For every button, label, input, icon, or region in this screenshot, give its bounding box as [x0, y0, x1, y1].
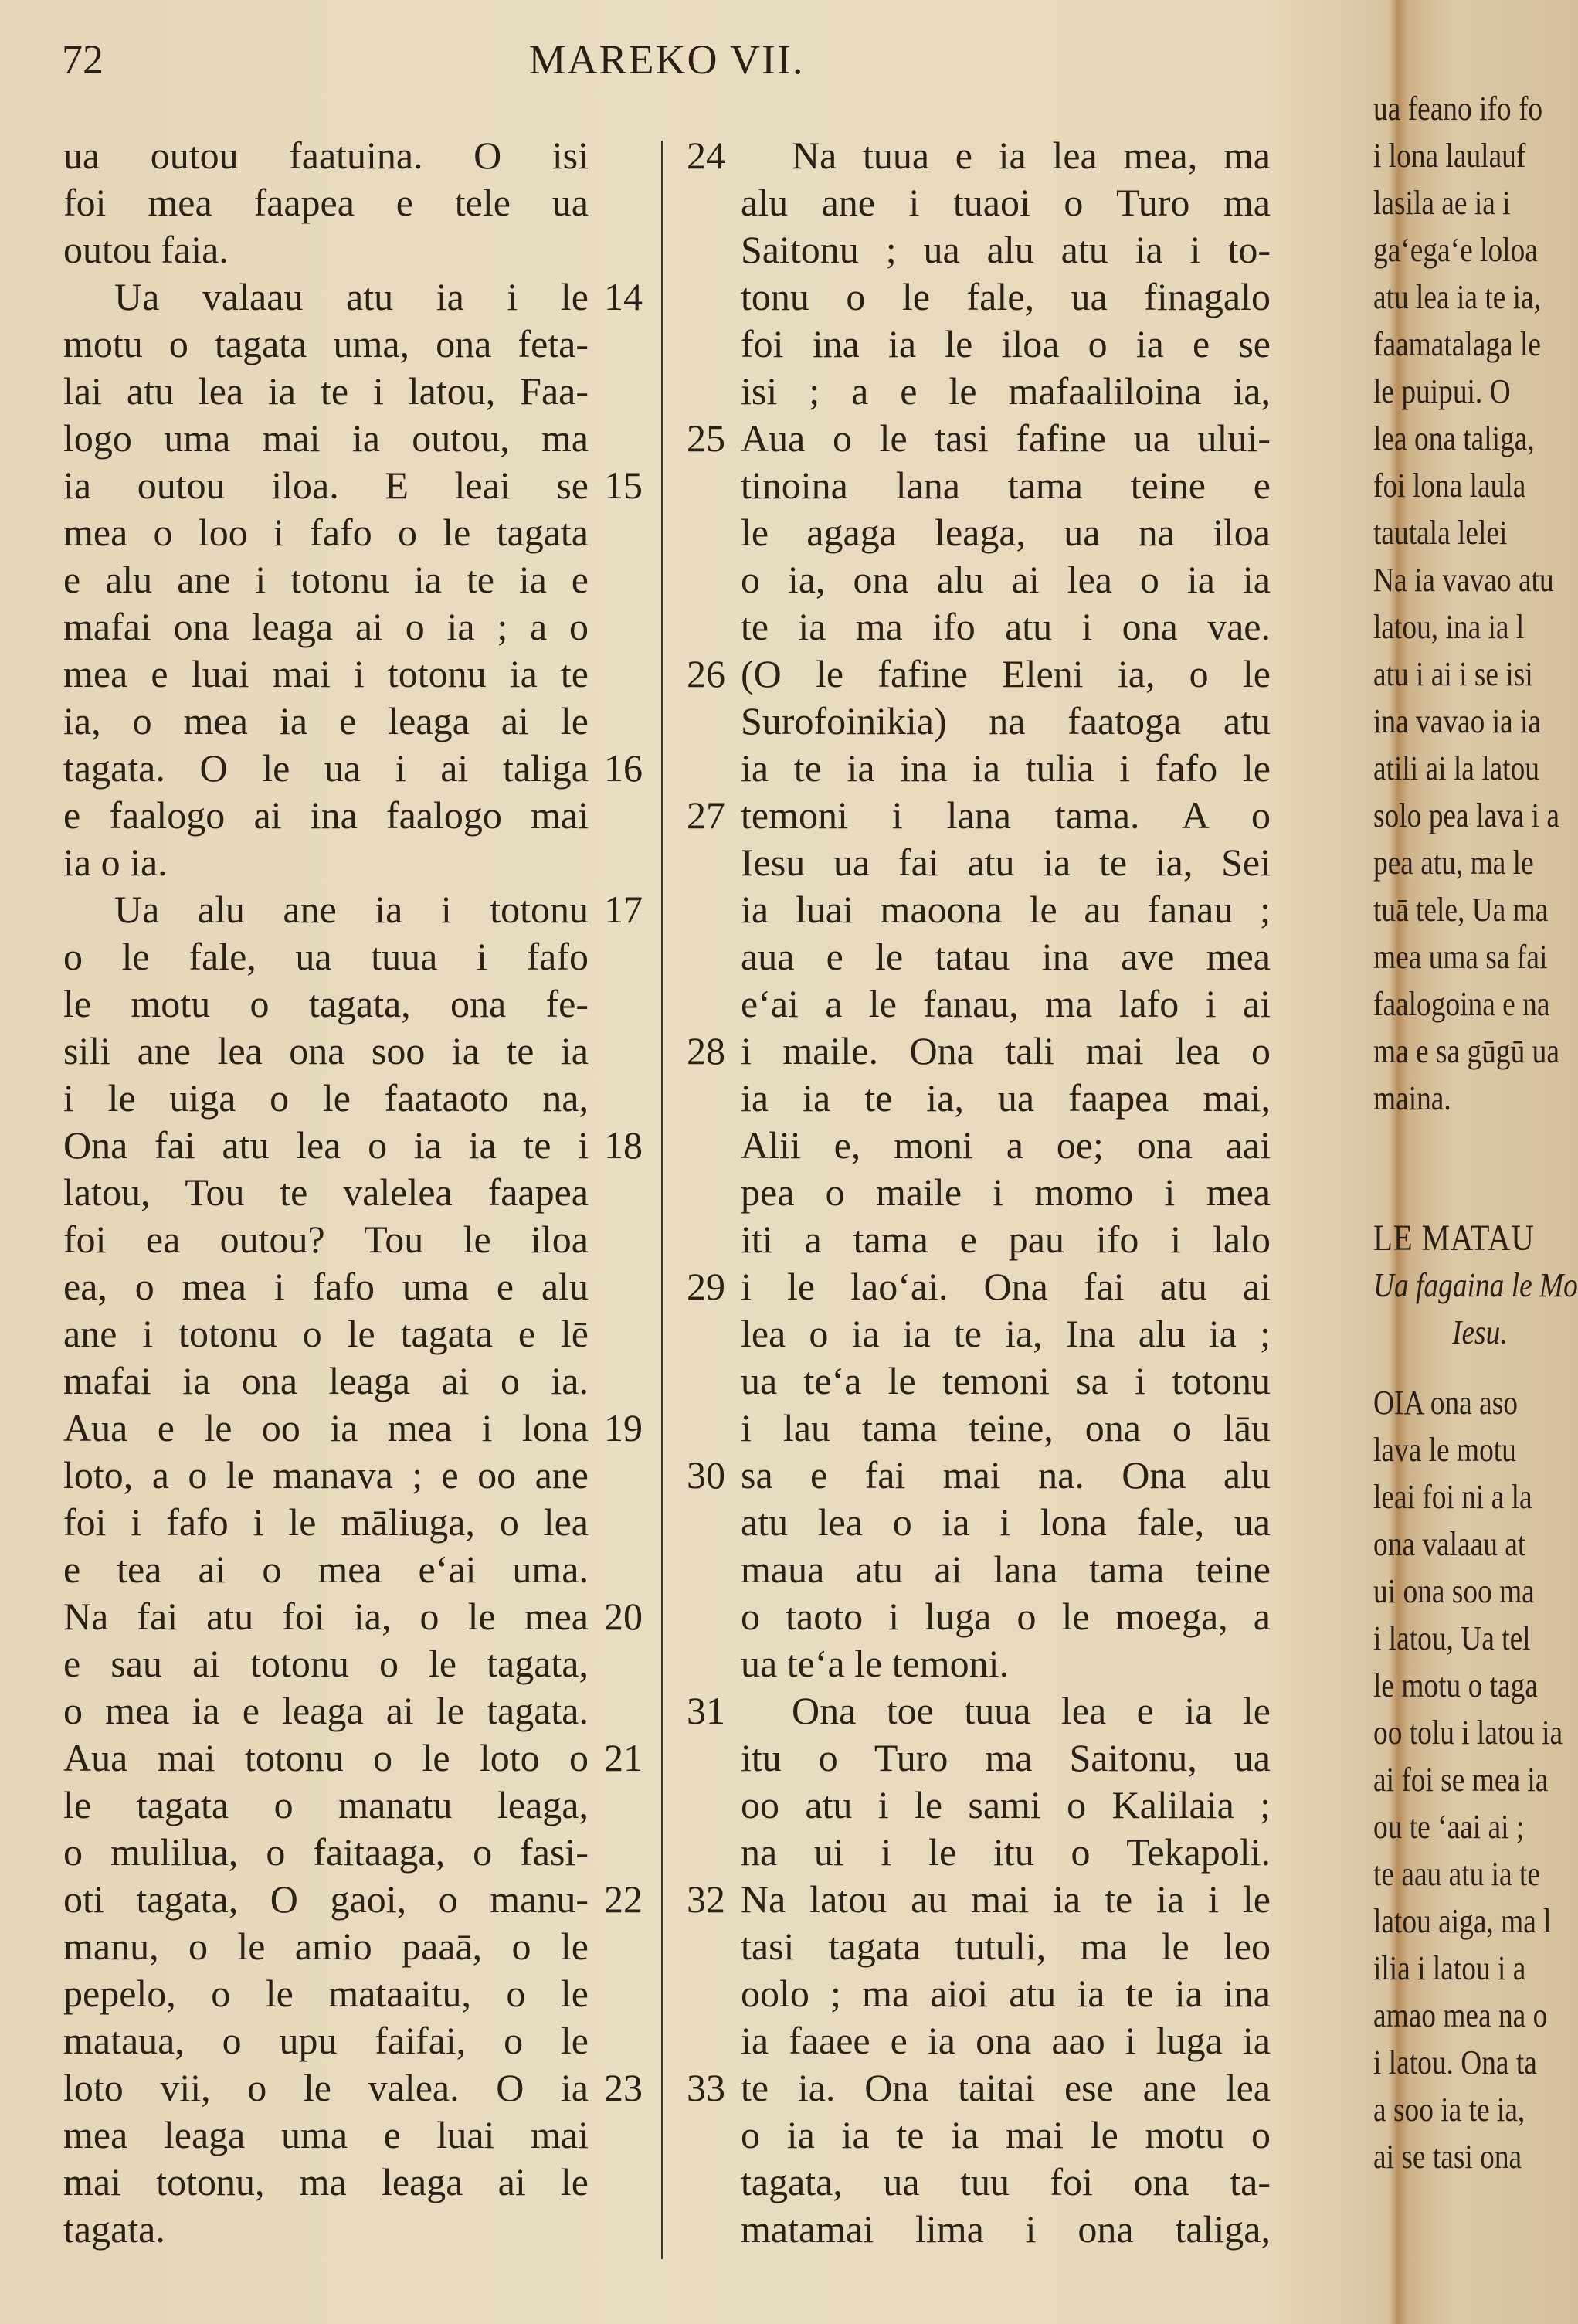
line-text: Aua e le oo ia mea i lona — [63, 1406, 589, 1449]
text-line — [741, 1405, 1271, 1452]
line-text: ia te ia ina ia tulia i fafo le — [741, 746, 1271, 790]
facing-text-line: ilia i latou i a — [1373, 1949, 1526, 1987]
text-line — [63, 1263, 589, 1310]
line-text: mataua, o upu faifai, o le — [63, 2019, 589, 2062]
text-line — [63, 1970, 589, 2017]
text-line — [741, 698, 1271, 745]
line-text: ane i totonu o le tagata e lē — [63, 1312, 589, 1355]
facing-text-line: ona valaau at — [1373, 1525, 1526, 1563]
verse-number: 25 — [687, 416, 725, 460]
line-text: Ona fai atu lea o ia ia te i — [63, 1123, 589, 1167]
line-text: te ia ma ifo atu i ona vae. — [741, 605, 1271, 648]
text-line — [741, 1546, 1271, 1593]
text-line — [741, 2112, 1271, 2159]
line-text: o mea ia e leaga ai le tagata. — [63, 1689, 589, 1732]
verse-number: 24 — [687, 134, 725, 177]
verse-number: 27 — [687, 793, 725, 837]
verse-number: 23 — [604, 2066, 643, 2109]
facing-text-line: OIA ona aso — [1373, 1384, 1518, 1422]
line-text: te ia. Ona taitai ese ane lea — [741, 2066, 1271, 2109]
text-line — [63, 274, 643, 321]
line-text: i maile. Ona tali mai lea o — [741, 1029, 1271, 1072]
line-text: Surofoinikia) na faatoga atu — [741, 699, 1271, 742]
line-text: oolo ; ma aioi atu ia te ia ina — [741, 1972, 1271, 2015]
facing-text-line: atu lea ia te ia, — [1373, 278, 1542, 316]
text-line — [687, 1687, 1271, 1735]
line-text: Saitonu ; ua alu atu ia i to- — [741, 228, 1271, 271]
facing-text-line: ai se tasi ona — [1373, 2138, 1522, 2176]
verse-number: 30 — [687, 1453, 725, 1497]
line-text: o mulilua, o faitaaga, o fasi- — [63, 1830, 589, 1874]
facing-text-line: atu i ai i se isi — [1373, 655, 1533, 693]
line-text: iti a tama e pau ifo i lalo — [741, 1218, 1271, 1261]
line-text: i lau tama teine, ona o lāu — [741, 1406, 1271, 1449]
line-text: Aua mai totonu o le loto o — [63, 1736, 589, 1779]
facing-text-line: oo tolu i latou ia — [1373, 1714, 1563, 1751]
text-line — [63, 1782, 589, 1829]
text-line — [63, 792, 589, 839]
line-text: o taoto i luga o le moega, a — [741, 1595, 1271, 1638]
line-text: le motu o tagata, ona fe- — [63, 982, 589, 1025]
text-line — [63, 462, 643, 509]
text-line — [63, 1452, 589, 1499]
line-text: Ua alu ane ia i totonu — [114, 888, 589, 931]
line-text: o ia, ona alu ai lea o ia ia — [741, 558, 1271, 601]
facing-text-line: maina. — [1373, 1079, 1451, 1117]
facing-text-line: ua feano ifo fo — [1373, 90, 1543, 127]
text-line — [741, 1593, 1271, 1640]
text-line — [63, 1405, 643, 1452]
line-text: outou faia. — [63, 228, 229, 271]
text-line — [63, 1499, 589, 1546]
text-line — [63, 980, 589, 1028]
facing-text-line: latou aiga, ma l — [1373, 1902, 1552, 1940]
text-line — [63, 1923, 589, 1970]
line-text: o ia ia te ia mai le motu o — [741, 2113, 1271, 2156]
text-line — [741, 2017, 1271, 2064]
line-text: sa e fai mai na. Ona alu — [741, 1453, 1271, 1497]
text-line — [63, 839, 589, 886]
facing-text-line: faamatalaga le — [1373, 325, 1541, 363]
facing-text-line: mea uma sa fai — [1373, 938, 1548, 976]
verse-number: 32 — [687, 1877, 725, 1921]
text-line — [63, 1122, 643, 1169]
text-line — [687, 2064, 1271, 2112]
line-text: alu ane i tuaoi o Turo ma — [741, 181, 1271, 224]
text-line — [687, 1263, 1271, 1310]
line-text: ua te‘a le temoni sa i totonu — [741, 1359, 1271, 1402]
line-text: tagata. O le ua i ai taliga — [63, 746, 589, 790]
facing-text-line: ina vavao ia ia — [1373, 702, 1542, 740]
text-line — [741, 1970, 1271, 2017]
facing-text-line: Na ia vavao atu — [1373, 561, 1554, 599]
verse-number: 17 — [604, 888, 643, 931]
facing-text-line: ga‘ega‘e loloa — [1373, 231, 1538, 269]
text-line — [63, 651, 589, 698]
line-text: i le uiga o le faataoto na, — [63, 1076, 589, 1120]
verse-number: 31 — [687, 1689, 725, 1732]
line-text: pepelo, o le mataaitu, o le — [63, 1972, 589, 2015]
right-text-column — [687, 132, 1271, 2253]
line-text: foi ina ia le iloa o ia e se — [741, 322, 1271, 365]
text-line — [63, 1216, 589, 1263]
verse-number: 21 — [604, 1736, 643, 1779]
line-text: latou, Tou te valelea faapea — [63, 1170, 589, 1214]
line-text: sili ane lea ona soo ia te ia — [63, 1029, 589, 1072]
text-line — [63, 2206, 589, 2253]
line-text: Aua o le tasi fafine ua ului- — [741, 416, 1271, 460]
facing-text-line: lasila ae ia i — [1373, 184, 1511, 222]
line-text: itu o Turo ma Saitonu, ua — [741, 1736, 1271, 1779]
text-line — [741, 1169, 1271, 1216]
line-text: loto, a o le manava ; e oo ane — [63, 1453, 589, 1497]
text-line — [63, 1310, 589, 1357]
facing-text-line: latou, ina ia l — [1373, 608, 1525, 646]
text-line — [687, 415, 1271, 462]
line-text: ia ia te ia, ua faapea mai, — [741, 1076, 1271, 1120]
line-text: ea, o mea i fafo uma e alu — [63, 1265, 589, 1308]
verse-number: 22 — [604, 1877, 643, 1921]
line-text: (O le fafine Eleni ia, o le — [741, 652, 1271, 695]
verse-number: 28 — [687, 1029, 725, 1072]
facing-text-line: pea atu, ma le — [1373, 844, 1534, 882]
line-text: mea leaga uma e luai mai — [63, 2113, 589, 2156]
text-line — [63, 1640, 589, 1687]
text-line — [741, 603, 1271, 651]
text-line — [741, 1075, 1271, 1122]
verse-number: 15 — [604, 464, 643, 507]
verse-number: 26 — [687, 652, 725, 695]
text-line — [63, 745, 643, 792]
text-line — [687, 651, 1271, 698]
line-text: mafai ia ona leaga ai o ia. — [63, 1359, 589, 1402]
line-text: Iesu ua fai atu ia te ia, Sei — [741, 841, 1271, 884]
text-line — [741, 839, 1271, 886]
facing-text-line: i latou. Ona ta — [1373, 2044, 1537, 2081]
column-divider — [661, 141, 663, 2259]
text-line — [741, 886, 1271, 933]
facing-text-line: lava le motu — [1373, 1431, 1516, 1469]
text-line — [63, 698, 589, 745]
text-line — [741, 1357, 1271, 1405]
line-text: maua atu ai lana tama teine — [741, 1548, 1271, 1591]
line-text: lea o ia ia te ia, Ina alu ia ; — [741, 1312, 1271, 1355]
text-line — [741, 321, 1271, 368]
line-text: oti tagata, O gaoi, o manu- — [63, 1877, 589, 1921]
line-text: mafai ona leaga ai o ia ; a o — [63, 605, 589, 648]
line-text: o le fale, ua tuua i fafo — [63, 935, 589, 978]
facing-text-line: te aau atu ia te — [1373, 1855, 1540, 1893]
text-line — [741, 933, 1271, 980]
line-text: ia luai maoona le au fanau ; — [741, 888, 1271, 931]
text-line — [687, 1028, 1271, 1075]
text-line — [741, 1829, 1271, 1876]
line-text: e‘ai a le fanau, ma lafo i ai — [741, 982, 1271, 1025]
line-text: ia o ia. — [63, 841, 168, 884]
facing-chapter-heading: LE MATAU — [1373, 1218, 1535, 1259]
line-text: aua e le tatau ina ave mea — [741, 935, 1271, 978]
text-line — [741, 179, 1271, 226]
text-line — [741, 1216, 1271, 1263]
line-text: tagata. — [63, 2207, 165, 2251]
line-text: foi mea faapea e tele ua — [63, 181, 589, 224]
facing-text-line: tuā tele, Ua ma — [1373, 891, 1549, 929]
line-text: Na fai atu foi ia, o le mea — [63, 1595, 589, 1638]
line-text: e alu ane i totonu ia te ia e — [63, 558, 589, 601]
text-line — [63, 1169, 589, 1216]
line-text: foi ea outou? Tou le iloa — [63, 1218, 589, 1261]
text-line — [63, 1546, 589, 1593]
text-line — [741, 368, 1271, 415]
text-line — [687, 792, 1271, 839]
text-line — [63, 2159, 589, 2206]
verse-number: 29 — [687, 1265, 725, 1308]
text-line — [63, 2064, 643, 2112]
line-text: e faalogo ai ina faalogo mai — [63, 793, 589, 837]
text-line — [741, 745, 1271, 792]
facing-chapter-summary: Iesu. — [1452, 1313, 1508, 1351]
line-text: loto vii, o le valea. O ia — [63, 2066, 589, 2109]
verse-number: 19 — [604, 1406, 643, 1449]
text-line — [63, 1357, 589, 1405]
line-text: tinoina lana tama teine e — [741, 464, 1271, 507]
text-line — [63, 1687, 589, 1735]
text-line — [741, 1310, 1271, 1357]
line-text: Ua valaau atu ia i le — [114, 275, 589, 318]
line-text: e tea ai o mea e‘ai uma. — [63, 1548, 589, 1591]
line-text: foi i fafo i le māliuga, o lea — [63, 1500, 589, 1544]
line-text: Alii e, moni a oe; ona aai — [741, 1123, 1271, 1167]
text-line — [63, 1735, 643, 1782]
line-text: tagata, ua tuu foi ona ta- — [741, 2160, 1271, 2203]
facing-text-line: amao mea na o — [1373, 1996, 1548, 2034]
text-line — [741, 980, 1271, 1028]
facing-text-line: ma e sa gūgū ua — [1373, 1032, 1559, 1070]
facing-text-line: leai foi ni a la — [1373, 1478, 1532, 1516]
text-line — [63, 933, 589, 980]
line-text: oo atu i le sami o Kalilaia ; — [741, 1783, 1271, 1826]
text-line — [63, 368, 589, 415]
line-text: atu lea o ia i lona fale, ua — [741, 1500, 1271, 1544]
facing-text-line: lea ona taliga, — [1373, 420, 1535, 457]
line-text: Na latou au mai ia te ia i le — [741, 1877, 1271, 1921]
line-text: na ui i le itu o Tekapoli. — [741, 1830, 1271, 1874]
facing-text-line: atili ai la latou — [1373, 749, 1539, 787]
text-line — [63, 1876, 643, 1923]
line-text: temoni i lana tama. A o — [741, 793, 1271, 837]
line-text: tonu o le fale, ua finagalo — [741, 275, 1271, 318]
text-line — [741, 556, 1271, 603]
text-line — [741, 1122, 1271, 1169]
text-line — [63, 2112, 589, 2159]
facing-chapter-summary: Ua fagaina le Mo — [1373, 1266, 1578, 1304]
text-line — [687, 1452, 1271, 1499]
verse-number: 18 — [604, 1123, 643, 1167]
text-line — [63, 415, 589, 462]
line-text: ia, o mea ia e leaga ai le — [63, 699, 589, 742]
left-text-column — [63, 132, 643, 2253]
text-line — [63, 2017, 589, 2064]
text-line — [741, 1923, 1271, 1970]
line-text: i le lao‘ai. Ona fai atu ai — [741, 1265, 1271, 1308]
line-text: le agaga leaga, ua na iloa — [741, 511, 1271, 554]
text-line — [63, 1593, 643, 1640]
text-line — [63, 179, 589, 226]
text-line — [741, 2206, 1271, 2253]
text-line — [741, 1782, 1271, 1829]
text-line — [63, 886, 643, 933]
facing-text-line: le puipui. O — [1373, 372, 1511, 410]
facing-text-line: a soo ia te ia, — [1373, 2091, 1525, 2129]
text-line — [741, 462, 1271, 509]
line-text: tasi tagata tutuli, ma le leo — [741, 1925, 1271, 1968]
text-line — [63, 1028, 589, 1075]
facing-text-line: foi lona laula — [1373, 467, 1526, 505]
line-text: ia outou iloa. E leai se — [63, 464, 589, 507]
line-text: pea o maile i momo i mea — [741, 1170, 1271, 1214]
text-line — [63, 321, 589, 368]
line-text: logo uma mai ia outou, ma — [63, 416, 589, 460]
text-line — [741, 1735, 1271, 1782]
text-line — [63, 603, 589, 651]
text-line — [63, 1829, 589, 1876]
text-line — [63, 132, 589, 179]
line-text: manu, o le amio paaā, o le — [63, 1925, 589, 1968]
line-text: matamai lima i ona taliga, — [741, 2207, 1271, 2251]
line-text: le tagata o manatu leaga, — [63, 1783, 589, 1826]
page-number: 72 — [62, 36, 104, 83]
line-text: e sau ai totonu o le tagata, — [63, 1642, 589, 1685]
text-line — [741, 2159, 1271, 2206]
verse-number: 14 — [604, 275, 643, 318]
line-text: mea e luai mai i totonu ia te — [63, 652, 589, 695]
facing-text-line: ui ona soo ma — [1373, 1572, 1535, 1610]
facing-text-line: le motu o taga — [1373, 1667, 1538, 1704]
facing-text-line: i latou, Ua tel — [1373, 1619, 1531, 1657]
text-line — [63, 1075, 589, 1122]
verse-number: 20 — [604, 1595, 643, 1638]
facing-text-line: solo pea lava i a — [1373, 797, 1559, 834]
line-text: isi ; a e le mafaaliloina ia, — [741, 369, 1271, 413]
text-line — [741, 226, 1271, 274]
line-text: ia faaee e ia ona aao i luga ia — [741, 2019, 1271, 2062]
verse-number: 16 — [604, 746, 643, 790]
text-line — [741, 1499, 1271, 1546]
line-text: lai atu lea ia te i latou, Faa- — [63, 369, 589, 413]
text-line — [63, 509, 589, 556]
facing-page-fragment — [1373, 85, 1578, 2324]
text-line — [687, 1876, 1271, 1923]
line-text: Na tuua e ia lea mea, ma — [792, 134, 1271, 177]
facing-text-line: i lona laulauf — [1373, 137, 1526, 175]
text-line — [741, 1640, 1271, 1687]
line-text: mai totonu, ma leaga ai le — [63, 2160, 589, 2203]
facing-text-line: ou te ‘aai ai ; — [1373, 1808, 1525, 1846]
line-text: motu o tagata uma, ona feta- — [63, 322, 589, 365]
facing-text-line: faalogoina e na — [1373, 985, 1550, 1023]
running-title: MAREKO VII. — [528, 36, 805, 83]
text-line — [741, 509, 1271, 556]
text-line — [63, 226, 589, 274]
text-line — [687, 132, 1271, 179]
text-line — [63, 556, 589, 603]
text-line — [741, 274, 1271, 321]
line-text: ua outou faatuina. O isi — [63, 134, 589, 177]
line-text: mea o loo i fafo o le tagata — [63, 511, 589, 554]
facing-text-line: ai foi se mea ia — [1373, 1761, 1549, 1799]
line-text: Ona toe tuua lea e ia le — [792, 1689, 1271, 1732]
facing-text-line: tautala lelei — [1373, 514, 1508, 552]
line-text: ua te‘a le temoni. — [741, 1642, 1010, 1685]
verse-number: 33 — [687, 2066, 725, 2109]
